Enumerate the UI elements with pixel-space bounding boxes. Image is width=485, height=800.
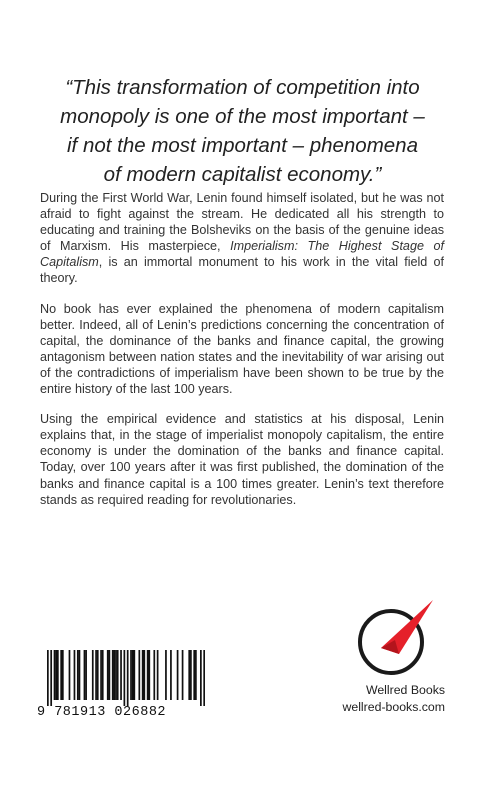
isbn-number: 9 781913 026882 (37, 705, 167, 720)
barcode-bar (117, 650, 119, 700)
barcode-bar (102, 650, 104, 700)
quote-line-4: of modern capitalist economy.” (103, 163, 382, 186)
barcode-bar (115, 650, 117, 700)
barcode-bar (147, 650, 149, 700)
publisher-url[interactable]: wellred-books.com (342, 700, 445, 714)
barcode-bar (200, 650, 202, 706)
barcode-bar (177, 650, 179, 700)
barcode-bar (50, 650, 52, 706)
barcode-bar (60, 650, 62, 700)
barcode-bar (153, 650, 155, 700)
barcode-bar (54, 650, 56, 700)
quote-line-2: monopoly is one of the most important – (60, 105, 425, 128)
barcode-bar (133, 650, 135, 700)
blurb (40, 190, 444, 522)
publisher-info (342, 682, 445, 716)
barcode-bar (182, 650, 184, 700)
barcode-bar (57, 650, 59, 700)
barcode-bar (47, 650, 49, 706)
wellred-logo-icon (355, 596, 435, 678)
barcode-bar (124, 650, 126, 706)
barcode-bar (84, 650, 86, 700)
barcode-bar (143, 650, 145, 700)
barcode-bar (203, 650, 205, 706)
barcode-bars (47, 650, 205, 706)
barcode-bar (132, 650, 134, 700)
publisher-name: Wellred Books (365, 683, 445, 697)
barcode-bar (138, 650, 140, 700)
barcode-bar (157, 650, 159, 700)
barcode-bar (77, 650, 79, 700)
barcode-bar (193, 650, 195, 700)
blurb-paragraph-3: Using the empirical evidence and statistics at his disposal, Lenin explains that, in the stage of imperialist monopoly capitalism, the entire economy is under the domination of the banks and finance capital. Today, over 100 years after it was first published, the domination of the banks and finance capital is a 100 times greater. Lenin’s text therefore stands as required reading for revolutionaries. (40, 412, 444, 507)
blurb-paragraph-1 (40, 190, 444, 287)
barcode (37, 650, 203, 720)
barcode-bar (92, 650, 94, 700)
barcode-bar (188, 650, 190, 700)
barcode-bar (109, 650, 111, 700)
barcode-bar (95, 650, 97, 700)
quote-line-3: if not the most important – phenomena (67, 134, 418, 157)
barcode-bar (120, 650, 122, 700)
book-title: Imperialism: The Highest Stage of Capitalism (40, 239, 445, 270)
barcode-bar (190, 650, 192, 700)
barcode-bar (127, 650, 129, 706)
barcode-bar (170, 650, 172, 700)
barcode-bar (165, 650, 167, 700)
barcode-bar (97, 650, 99, 700)
barcode-bar (112, 650, 114, 700)
blurb-p1-before: During the First World War, Lenin found himself isolated, but he was not afraid to fight against the stream. He dedicated all his strength to educating and training the Bolsheviks on the basis of the genuine ideas of Marxism. His masterpiece, (40, 191, 444, 254)
barcode-bar (79, 650, 81, 700)
blurb-p1-after: , is an immortal monument to his work in the vital field of theory. (40, 255, 444, 286)
barcode-bar (74, 650, 76, 700)
barcode-bar (142, 650, 144, 700)
back-cover-quote (40, 73, 445, 189)
barcode-bar (130, 650, 132, 700)
barcode-bar (114, 650, 116, 700)
barcode-bar (107, 650, 109, 700)
quote-line-1: “This transformation of competition into (65, 76, 420, 99)
barcode-bar (195, 650, 197, 700)
barcode-bar (62, 650, 64, 700)
barcode-bar (148, 650, 150, 700)
barcode-bar (55, 650, 57, 700)
blurb-paragraph-2: No book has ever explained the phenomena of modern capitalism better. Indeed, all of Lenin’s predictions concerning the concentration of capital, the dominance of the banks and finance capital, the growing antagonism between nation states and the inevitability of war arising out of the contradictions of imperialism have been shown to be true by the entire history of the last 100 years. (40, 301, 444, 397)
barcode-bar (85, 650, 87, 700)
barcode-bar (69, 650, 71, 700)
barcode-bar (100, 650, 102, 700)
